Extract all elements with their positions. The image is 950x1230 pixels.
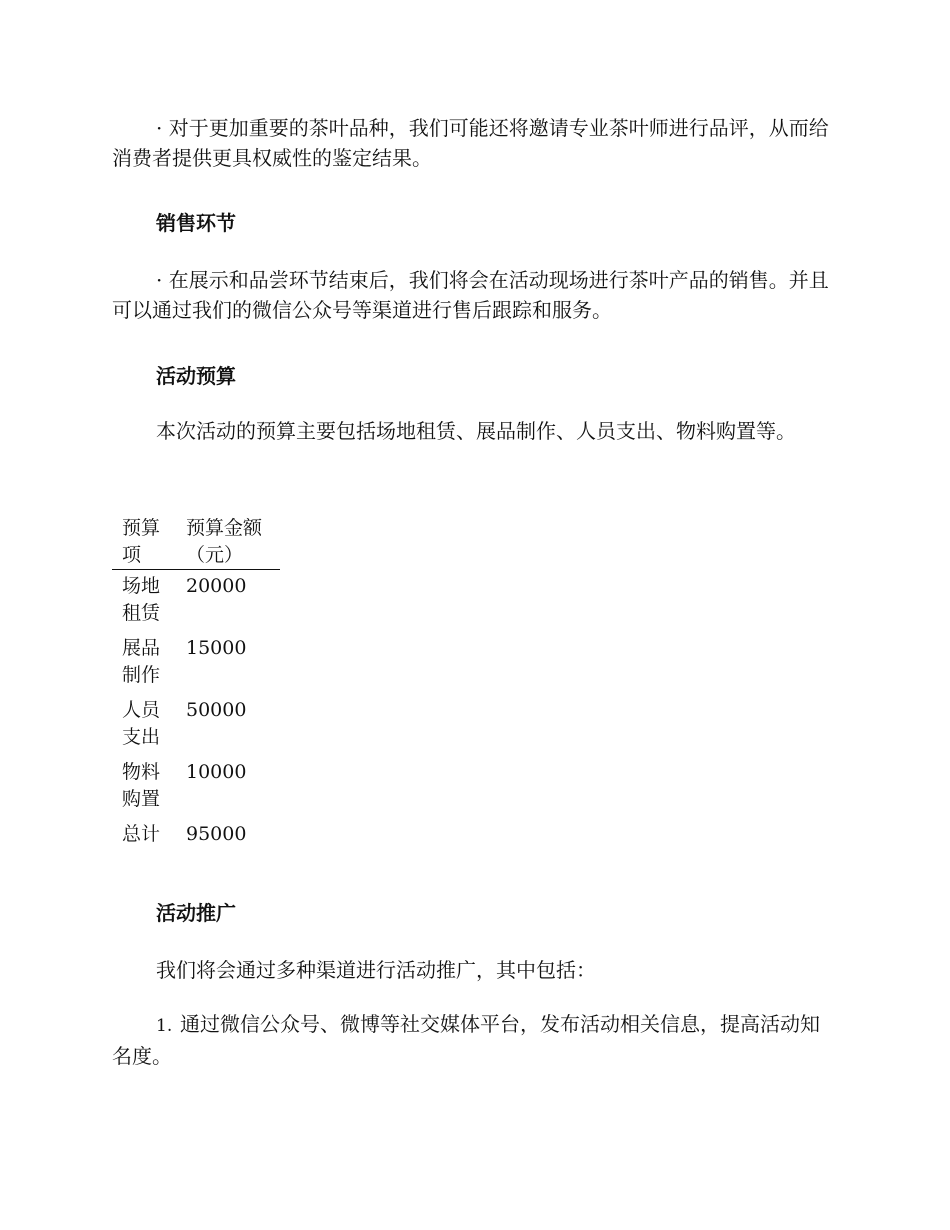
- list-item-number: 1.: [156, 1016, 173, 1036]
- budget-item-cell: 展品制作: [122, 637, 161, 686]
- paragraph-sales: · 在展示和品尝环节结束后，我们将会在活动现场进行茶叶产品的销售。并且可以通过我们的微信公众号等渠道进行售后跟踪和服务。: [112, 268, 829, 322]
- budget-header-amount: 预算金额（元）: [176, 515, 280, 570]
- budget-total-label: 总计: [122, 823, 161, 845]
- budget-amount-cell: 50000: [186, 699, 247, 721]
- budget-table: [112, 515, 280, 853]
- paragraph-budget: 本次活动的预算主要包括场地租赁、展品制作、人员支出、物料购置等。: [156, 419, 796, 443]
- budget-item-cell: 人员支出: [122, 699, 161, 748]
- table-row: [112, 756, 280, 818]
- paragraph-tea-expert-review: · 对于更加重要的茶叶品种，我们可能还将邀请专业茶叶师进行品评，从而给消费者提供更具权威性的鉴定结果。: [112, 116, 829, 170]
- list-item-text: 通过微信公众号、微博等社交媒体平台，发布活动相关信息，提高活动知名度。: [112, 1012, 820, 1068]
- heading-sales: 销售环节: [156, 211, 236, 235]
- budget-total-amount: 95000: [186, 823, 247, 845]
- budget-table-header-row: [112, 515, 280, 570]
- budget-item-cell: 物料购置: [122, 761, 161, 810]
- budget-item-cell: 场地租赁: [122, 575, 161, 624]
- budget-header-item: 预算项: [112, 515, 176, 570]
- budget-amount-cell: 10000: [186, 761, 247, 783]
- budget-amount-cell: 20000: [186, 575, 247, 597]
- budget-amount-cell: 15000: [186, 637, 247, 659]
- heading-promotion: 活动推广: [156, 901, 236, 925]
- table-row: [112, 632, 280, 694]
- list-item: [112, 1009, 832, 1071]
- table-row: [112, 570, 280, 633]
- heading-budget: 活动预算: [156, 364, 236, 388]
- table-row-total: [112, 818, 280, 853]
- table-row: [112, 694, 280, 756]
- paragraph-promotion-intro: 我们将会通过多种渠道进行活动推广，其中包括：: [156, 958, 596, 982]
